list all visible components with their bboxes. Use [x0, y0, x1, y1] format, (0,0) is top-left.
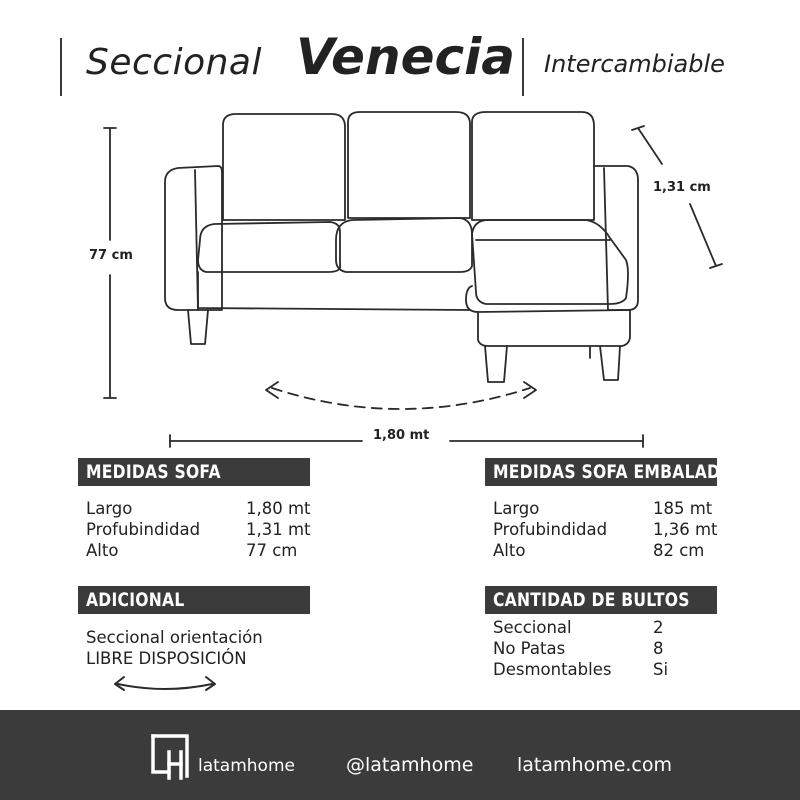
header-divider-right: [522, 38, 524, 96]
table-row: [86, 519, 316, 540]
brand-name: latamhome: [198, 756, 295, 776]
bultos-heading: [485, 586, 717, 614]
adicional-heading-text: ADICIONAL: [86, 589, 185, 611]
row-value: 1,36 mt: [653, 520, 718, 539]
table-row: [493, 540, 723, 561]
social-handle-link[interactable]: @latamhome: [346, 754, 474, 776]
table-row: [86, 540, 316, 561]
double-arrow-icon: [110, 672, 220, 696]
adicional-heading: [78, 586, 310, 614]
sofa-diagram: [0, 100, 800, 460]
row-value: 2: [653, 618, 664, 637]
adicional-text: [86, 627, 263, 669]
table-row: [493, 638, 723, 659]
medidas-sofa-heading-text: MEDIDAS SOFA: [86, 461, 221, 483]
row-label: Largo: [493, 499, 540, 518]
height-dimension-line: [104, 128, 116, 398]
row-label: No Patas: [493, 639, 566, 658]
product-name: Venecia: [296, 28, 515, 86]
row-value: 1,80 mt: [246, 499, 311, 518]
row-label: Seccional: [493, 618, 572, 637]
house-logo-icon: [149, 728, 191, 782]
adicional-line-1: Seccional orientación: [86, 628, 263, 647]
medidas-sofa-table: [86, 498, 316, 561]
sofa-drawing: [0, 100, 800, 460]
row-label: Profubindidad: [86, 520, 201, 539]
header: [0, 0, 800, 100]
bultos-table: [493, 617, 723, 680]
table-row: [493, 519, 723, 540]
table-row: [493, 617, 723, 638]
depth-label: 1,31 cm: [653, 180, 711, 195]
adicional-line-2: LIBRE DISPOSICIÓN: [86, 649, 247, 668]
row-value: 1,31 mt: [246, 520, 311, 539]
table-row: [86, 498, 316, 519]
height-label: 77 cm: [89, 248, 133, 263]
footer: [0, 710, 800, 800]
row-label: Desmontables: [493, 660, 612, 679]
row-label: Largo: [86, 499, 133, 518]
medidas-embalado-table: [493, 498, 723, 561]
title-prefix: Seccional: [86, 42, 262, 83]
tagline: Intercambiable: [544, 50, 725, 78]
row-value: 8: [653, 639, 664, 658]
depth-dimension-line: [632, 126, 722, 268]
medidas-embalado-heading-text: MEDIDAS SOFA EMBALADO: [493, 461, 734, 483]
width-label: 1,80 mt: [373, 428, 430, 443]
row-value: 82 cm: [653, 541, 705, 560]
row-value: Si: [653, 660, 669, 679]
website-link[interactable]: latamhome.com: [517, 754, 673, 776]
row-label: Alto: [86, 541, 119, 560]
row-value: 185 mt: [653, 499, 713, 518]
swap-arrow: [272, 388, 530, 409]
table-row: [493, 659, 723, 680]
row-label: Alto: [493, 541, 526, 560]
row-label: Profubindidad: [493, 520, 608, 539]
medidas-sofa-heading: [78, 458, 310, 486]
bultos-heading-text: CANTIDAD DE BULTOS: [493, 589, 690, 611]
medidas-embalado-heading: [485, 458, 734, 486]
row-value: 77 cm: [246, 541, 298, 560]
header-divider-left: [60, 38, 62, 96]
table-row: [493, 498, 723, 519]
